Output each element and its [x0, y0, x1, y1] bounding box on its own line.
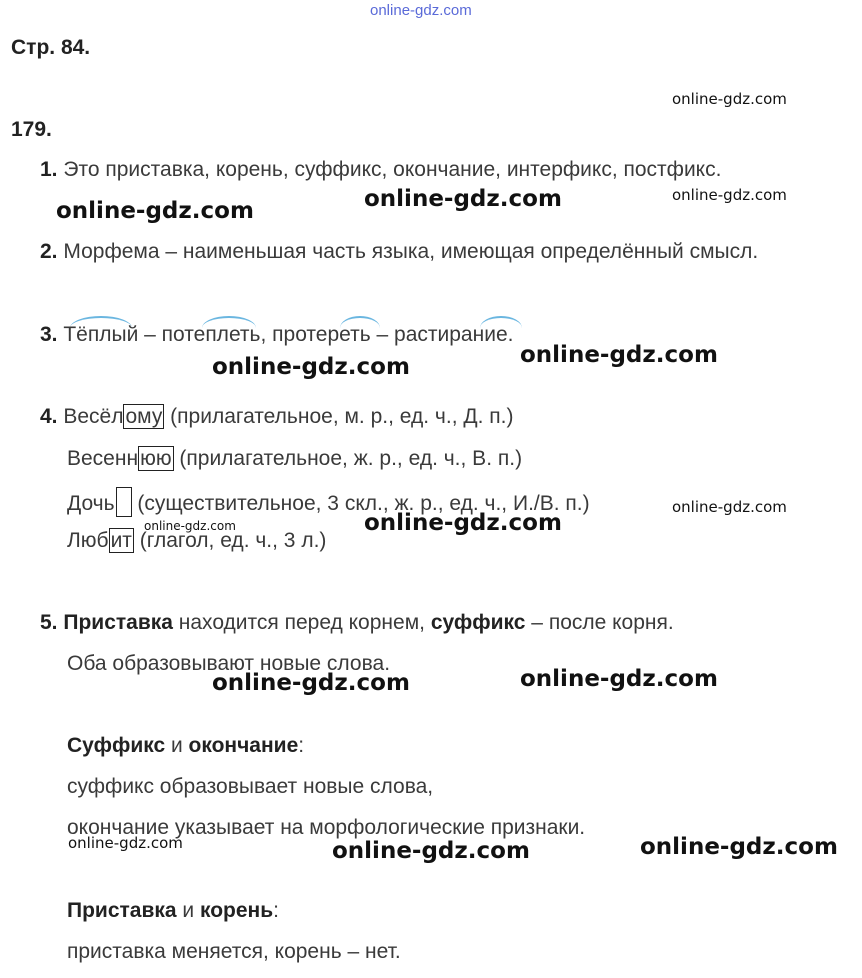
watermark: online-gdz.com: [672, 498, 787, 516]
item-3-text: Тёплый – потеплеть, протереть – растирание.: [63, 323, 514, 346]
grammar-note: (существительное, 3 скл., ж. р., ед. ч., И./В. п.): [131, 492, 590, 515]
item-4-line-1: [40, 405, 513, 429]
item-4-line-2: [67, 447, 522, 471]
term-prefix-2: Приставка: [67, 899, 177, 922]
watermark: online-gdz.com: [520, 666, 718, 692]
item-1-text: Это приставка, корень, суффикс, окончание, интерфикс, постфикс.: [63, 158, 722, 181]
term-suffix: суффикс: [430, 611, 526, 634]
suffix-ending-line-2: окончание указывает на морфологические признаки.: [67, 816, 586, 839]
item-5-line-2: Оба образовывают новые слова.: [67, 652, 391, 675]
item-5-number: 5.: [40, 611, 58, 634]
item-5-text-a: находится перед корнем,: [172, 611, 431, 634]
word-ending: ит: [110, 529, 132, 552]
item-5-text-b: – после корня.: [525, 611, 674, 634]
colon: :: [298, 734, 305, 757]
item-2: [40, 240, 758, 264]
watermark: online-gdz.com: [364, 186, 562, 212]
conj-and: и: [165, 734, 189, 757]
term-prefix: Приставка: [63, 611, 173, 634]
watermark: online-gdz.com: [68, 834, 183, 852]
header-watermark: online-gdz.com: [370, 2, 472, 19]
item-1: [40, 158, 721, 182]
watermark: online-gdz.com: [364, 510, 562, 536]
watermark: online-gdz.com: [144, 519, 236, 533]
watermark: online-gdz.com: [672, 90, 787, 108]
word-stem: Весёл: [63, 405, 124, 428]
watermark: online-gdz.com: [672, 186, 787, 204]
term-root: корень: [199, 899, 274, 922]
suffix-ending-line-1: суффикс образовывает новые слова,: [67, 775, 434, 798]
conj-and-2: и: [176, 899, 200, 922]
prefix-root-line-1: приставка меняется, корень – нет.: [67, 940, 401, 963]
word-ending: юю: [140, 447, 172, 470]
item-5-line-1: [40, 611, 674, 635]
item-3-number: 3.: [40, 323, 58, 346]
watermark: online-gdz.com: [212, 354, 410, 380]
watermark: online-gdz.com: [640, 834, 838, 860]
subheading-prefix-root: [67, 899, 279, 923]
zero-ending-box: [116, 487, 132, 517]
watermark: online-gdz.com: [212, 670, 410, 696]
watermark: online-gdz.com: [56, 198, 254, 224]
term-suffix-2: Суффикс: [67, 734, 166, 757]
colon-2: :: [273, 899, 279, 922]
exercise-number: 179.: [11, 118, 52, 141]
subheading-suffix-ending: [67, 734, 304, 758]
term-ending: окончание: [188, 734, 299, 757]
word-stem: Весенн: [67, 447, 139, 470]
item-2-text: Морфема – наименьшая часть языка, имеющая определённый смысл.: [63, 240, 759, 263]
word-stem: Дочь: [67, 492, 115, 515]
page-label: Стр. 84.: [11, 36, 91, 59]
word-ending: ому: [125, 405, 163, 428]
item-2-number: 2.: [40, 240, 58, 263]
grammar-note: (прилагательное, ж. р., ед. ч., В. п.): [173, 447, 523, 470]
watermark: online-gdz.com: [332, 838, 530, 864]
grammar-note: (прилагательное, м. р., ед. ч., Д. п.): [164, 405, 514, 428]
grammar-note: (глагол, ед. ч., 3 л.): [133, 529, 327, 552]
word-stem: Люб: [67, 529, 109, 552]
item-3: [40, 323, 513, 347]
item-4-number: 4.: [40, 405, 58, 428]
watermark: online-gdz.com: [520, 342, 718, 368]
item-1-number: 1.: [40, 158, 58, 181]
